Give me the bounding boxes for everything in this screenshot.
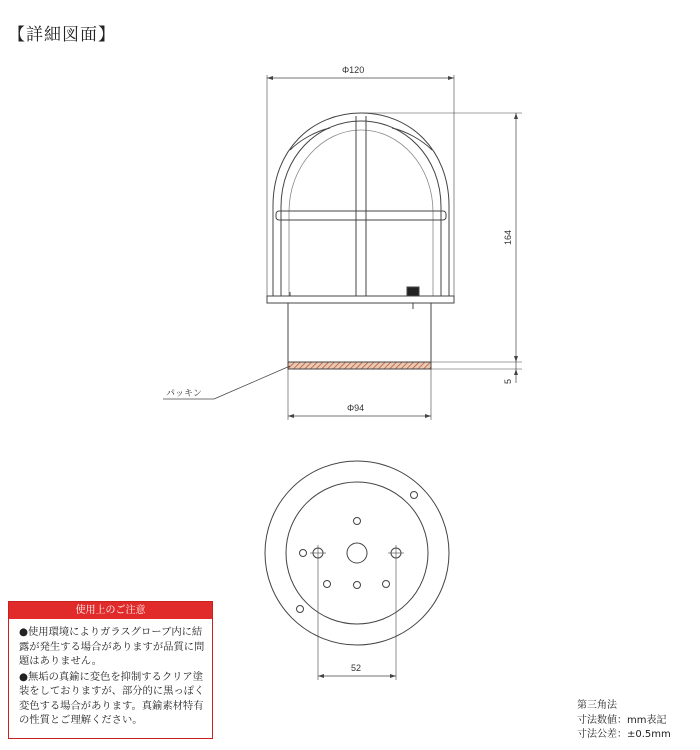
flange-outer-circle (265, 461, 449, 645)
body-inner-circle (286, 482, 428, 624)
page-title: 【詳細図面】 (8, 25, 116, 45)
drawing-notes (577, 699, 671, 743)
side-view (163, 75, 522, 420)
caution-item: ●無垢の真鍮に変色を抑制するクリア塗装をしておりますが、部分的に黒っぽく変色する場合があります。真鍮素材特有の性質とご理解ください。 (19, 670, 205, 726)
caution-body (9, 619, 212, 728)
gasket-label: パッキン (166, 388, 202, 398)
guard-inner-arch (281, 121, 441, 296)
caution-item: ●使用環境によりガラスグローブ内に結露が発生する場合がありますが品質に問題はありません。 (19, 626, 205, 667)
tolerance-note: 寸法公差：±0.5mm (577, 729, 671, 740)
caution-header: 使用上のご注意 (9, 602, 212, 619)
projection-note: 第三角法 (577, 700, 617, 711)
dim-top-diameter: Φ120 (342, 65, 365, 75)
dim-height: 164 (503, 229, 513, 245)
screw (407, 287, 419, 296)
dim-base-diameter: Φ94 (347, 403, 365, 413)
base-cylinder (288, 303, 431, 362)
glass-globe (289, 130, 433, 296)
center-hole (347, 543, 367, 563)
caution-box (8, 601, 213, 739)
unit-note: 寸法数値：mm表記 (577, 714, 667, 726)
gasket (288, 362, 431, 369)
base-flange (267, 296, 454, 303)
bottom-view (265, 461, 449, 680)
guard-outer-arch (273, 113, 449, 296)
guard-band (276, 211, 446, 220)
dim-gasket-thickness: 5 (503, 378, 513, 384)
dim-hole-spacing: 52 (351, 663, 362, 673)
